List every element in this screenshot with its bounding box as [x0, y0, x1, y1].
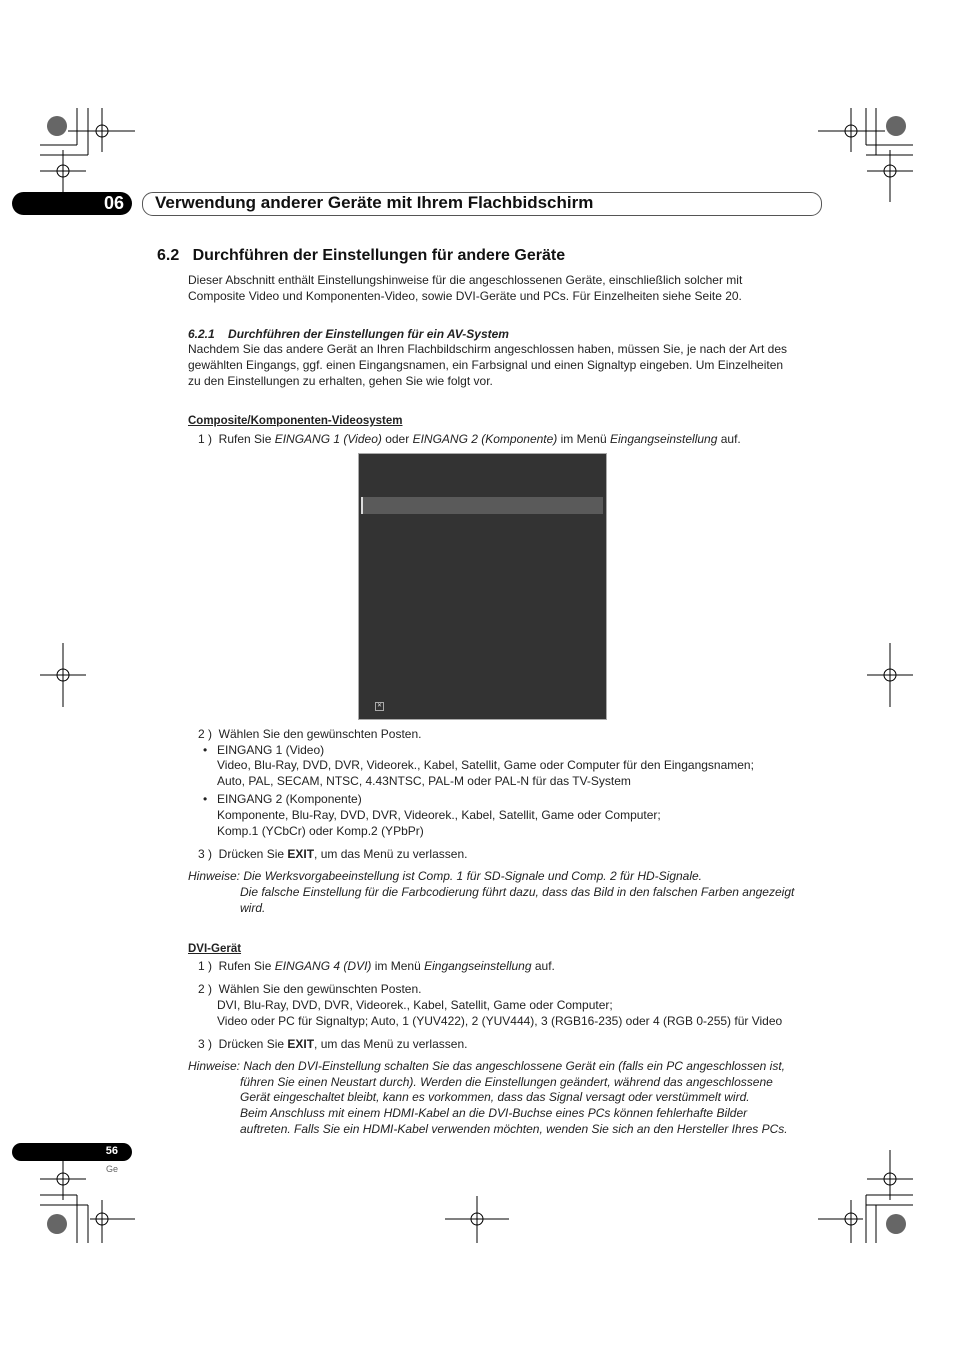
text: , um das Menü zu verlassen.	[314, 1037, 468, 1051]
registration-mark-icon	[40, 1160, 86, 1200]
bullet-icon: •	[203, 792, 208, 806]
osd-menu-screenshot	[358, 453, 607, 720]
dvi-note: Gerät eingeschaltet bleibt, kann es vorkommen, dass das Signal versagt oder verstümmelt wird.	[240, 1090, 750, 1104]
color-target-icon	[47, 116, 67, 136]
osd-close-icon: ✕	[376, 703, 383, 709]
chapter-header	[142, 192, 822, 216]
dvi-heading: DVI-Gerät	[188, 943, 242, 955]
osd-highlight-bar	[361, 497, 603, 514]
chapter-number-tab	[12, 192, 132, 215]
composite-step-1	[198, 431, 741, 447]
registration-mark-icon	[818, 1200, 863, 1243]
registration-mark-icon	[90, 1200, 135, 1243]
text: , um das Menü zu verlassen.	[314, 847, 468, 861]
text: auf.	[717, 432, 741, 446]
registration-mark-icon	[40, 643, 86, 707]
composite-note: wird.	[240, 901, 266, 915]
dvi-note: Beim Anschluss mit einem HDMI-Kabel an die DVI-Buchse eines PCs können fehlerhafte Bilder	[240, 1106, 748, 1120]
dvi-step-2: 2 ) Wählen Sie den gewünschten Posten.	[198, 982, 422, 996]
bullet-line: Komponente, Blu-Ray, DVD, DVR, Videorek., Kabel, Satellit, Game oder Computer;	[217, 808, 661, 822]
chapter-title: Verwendung anderer Geräte mit Ihrem Flachbidschirm	[155, 193, 594, 212]
text: EINGANG 2 (Komponente)	[412, 432, 558, 446]
registration-mark-icon	[40, 150, 86, 192]
dvi-note: auftreten. Falls Sie ein HDMI-Kabel verwenden möchten, wenden Sie sich an den Hersteller Ihres PCs.	[240, 1122, 788, 1136]
text: 1 ) Rufen Sie	[198, 432, 275, 446]
dvi-step-3	[198, 1036, 467, 1052]
subsection-title: 6.2.1 Durchführen der Einstellungen für ein AV-System	[188, 327, 509, 341]
text: 3 ) Drücken Sie	[198, 847, 288, 861]
intro-line: Dieser Abschnitt enthält Einstellungshinweise für die angeschlossenen Geräte, einschließlich solcher mit	[188, 273, 743, 287]
bullet-line: Komp.1 (YCbCr) oder Komp.2 (YPbPr)	[217, 824, 424, 838]
registration-mark-icon	[867, 643, 913, 707]
text: EINGANG 4 (DVI)	[274, 959, 372, 973]
composite-note: Die falsche Einstellung für die Farbcodierung führt dazu, dass das Bild in den falschen Farben angezeigt	[240, 885, 795, 899]
composite-note: Hinweise: Die Werksvorgabeeinstellung ist Comp. 1 für SD-Signale und Comp. 2 für HD-Signale.	[188, 869, 703, 883]
intro-line: Composite Video und Komponenten-Video, sowie DVI-Geräte und PCs. Für Einzelheiten siehe Seite 20.	[188, 289, 742, 303]
text: im Menü	[371, 959, 425, 973]
chapter-number: 06	[103, 193, 124, 213]
composite-step-2: 2 ) Wählen Sie den gewünschten Posten.	[198, 727, 422, 741]
text: EXIT	[287, 847, 315, 861]
registration-mark-icon	[68, 108, 135, 152]
color-target-icon	[886, 116, 906, 136]
registration-mark-icon	[445, 1196, 509, 1243]
dvi-note: Hinweise: Nach den DVI-Einstellung schalten Sie das angeschlossene Gerät ein (falls ein PC angeschlossen ist,	[188, 1059, 785, 1073]
text: auf.	[531, 959, 555, 973]
color-target-icon	[886, 1214, 906, 1234]
subsection-text: zu den Einstellungen zu erhalten, gehen Sie wie folgt vor.	[188, 374, 493, 388]
composite-step-3	[198, 846, 467, 862]
bullet-icon: •	[203, 743, 208, 757]
bullet-line: Video, Blu-Ray, DVD, DVR, Videorek., Kabel, Satellit, Game oder Computer für den Eingangsnamen;	[217, 758, 754, 772]
text: im Menü	[557, 432, 610, 446]
section-title: 6.2 Durchführen der Einstellungen für andere Geräte	[157, 247, 566, 264]
dvi-step-1	[198, 958, 555, 974]
color-target-icon	[47, 1214, 67, 1234]
text: 3 ) Drücken Sie	[198, 1037, 288, 1051]
bullet-title: EINGANG 2 (Komponente)	[217, 792, 362, 806]
subsection-text: Nachdem Sie das andere Gerät an Ihren Flachbildschirm angeschlossen haben, müssen Sie, je nach der Art des	[188, 342, 788, 356]
page-number-tab	[12, 1143, 132, 1161]
text: EXIT	[287, 1037, 315, 1051]
text: Eingangseinstellung	[424, 959, 532, 973]
text: 1 ) Rufen Sie	[198, 959, 275, 973]
text: Eingangseinstellung	[609, 432, 718, 446]
registration-mark-icon	[867, 1150, 913, 1200]
text: EINGANG 1 (Video)	[274, 432, 382, 446]
composite-heading: Composite/Komponenten-Videosystem	[188, 415, 403, 427]
bullet-line: Auto, PAL, SECAM, NTSC, 4.43NTSC, PAL-M oder PAL-N für das TV-System	[217, 774, 631, 788]
registration-mark-icon	[867, 150, 913, 202]
text: oder	[381, 432, 413, 446]
dvi-note: führen Sie einen Neustart durch). Werden die Einstellungen geändert, während das angeschlossene	[240, 1075, 773, 1089]
bullet-title: EINGANG 1 (Video)	[217, 743, 325, 757]
dvi-step-2-line: DVI, Blu-Ray, DVD, DVR, Videorek., Kabel, Satellit, Game oder Computer;	[217, 998, 613, 1012]
page-number: 56	[105, 1145, 118, 1157]
subsection-text: gewählten Eingangs, ggf. einen Eingangsnamen, ein Farbsignal und einen Signaltyp eingeben. Um Einzelheiten	[188, 358, 784, 372]
language-code: Ge	[106, 1164, 119, 1174]
dvi-step-2-line: Video oder PC für Signaltyp; Auto, 1 (YUV422), 2 (YUV444), 3 (RGB16-235) oder 4 (RGB 0-255) für Video	[217, 1014, 783, 1028]
